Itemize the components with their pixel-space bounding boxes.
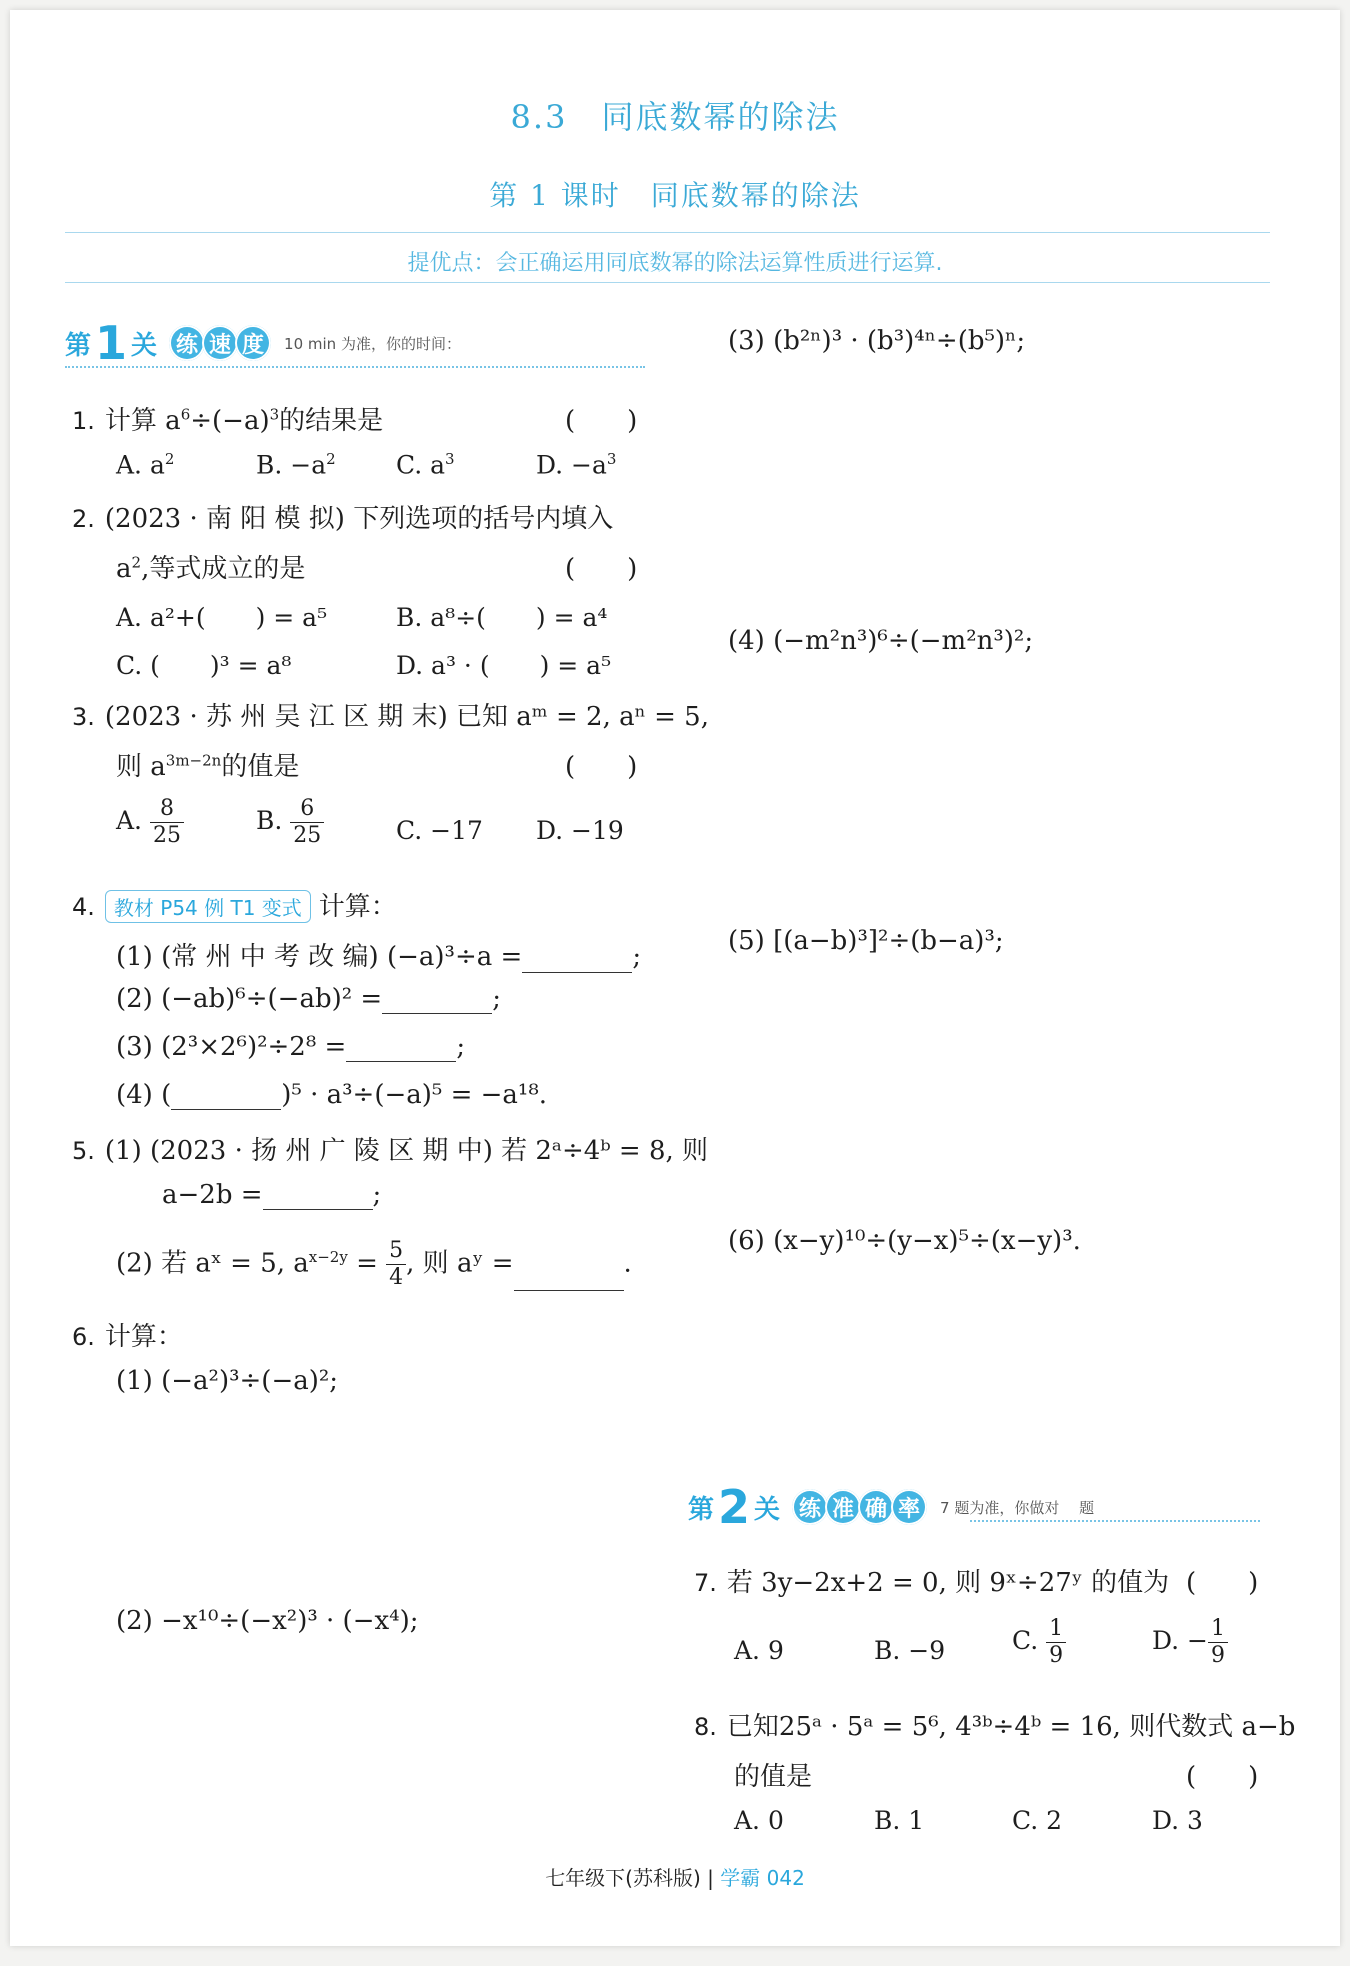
q6-part-2: (2) −x¹⁰÷(−x²)³ · (−x⁴); — [116, 1606, 419, 1636]
question-3: 3. (2023 · 苏 州 吴 江 区 期 末) 已知 aᵐ = 2, aⁿ = 5, — [72, 702, 709, 732]
question-2-line2: $a^2$,等式成立的是 — [116, 553, 306, 584]
page-number: 042 — [766, 1866, 805, 1890]
answer-blank[interactable] — [346, 1035, 456, 1062]
q7-option-b[interactable]: B. −9 — [874, 1636, 946, 1665]
section1-divider — [65, 366, 645, 368]
section2-divider — [970, 1520, 1260, 1522]
section1-char: 练 — [169, 325, 205, 361]
question-8-line2: 的值是 — [734, 1762, 813, 1792]
question-2: 2. (2023 · 南 阳 模 拟) 下列选项的括号内填入 — [72, 504, 614, 534]
section2-note: 7 题为准，你做对 题 — [940, 1498, 1095, 1517]
q7-option-d[interactable]: D. − $\frac{1}{9}$ — [1152, 1616, 1228, 1669]
answer-paren[interactable]: ( ) — [565, 752, 638, 782]
q6-part-4: (4) (−m²n³)⁶÷(−m²n³)²; — [728, 626, 1034, 656]
section2-char: 练 — [792, 1489, 828, 1525]
q6-part-6: (6) (x−y)¹⁰÷(y−x)⁵÷(x−y)³. — [728, 1226, 1081, 1256]
answer-blank[interactable] — [522, 946, 632, 973]
q4-part-3: (3) (2³×2⁶)²÷2⁸ = ; — [116, 1032, 466, 1062]
q1-option-a[interactable]: A. $a^2$ — [116, 450, 175, 480]
q2-option-b[interactable]: B. a⁸÷( ) = a⁴ — [396, 603, 608, 632]
q5-part-2: (2) 若 aˣ = 5, $a^{x-2y}$ = $\frac{5}{4}$ , 则 aʸ = . — [116, 1238, 632, 1290]
q6-part-5: (5) [(a−b)³]²÷(b−a)³; — [728, 926, 1004, 956]
textbook-tag: 教材 P54 例 T1 变式 — [105, 890, 311, 923]
q8-option-c[interactable]: C. 2 — [1012, 1806, 1063, 1835]
section1-note: 10 min 为准，你的时间： — [284, 334, 461, 353]
answer-paren[interactable]: ( ) — [565, 554, 638, 584]
answer-blank[interactable] — [263, 1183, 373, 1210]
page-footer — [10, 1862, 1340, 1891]
answer-blank[interactable] — [514, 1264, 624, 1291]
question-1: 1. 计算 $a^6\div(-a)^3$的结果是 — [72, 405, 384, 436]
bottom-rule — [65, 282, 1270, 283]
q1-option-b[interactable]: B. $-a^2$ — [256, 450, 336, 480]
q1-option-c[interactable]: C. $a^3$ — [396, 450, 455, 480]
q7-option-c[interactable]: C. $\frac{1}{9}$ — [1012, 1616, 1066, 1669]
question-7: 7. 若 3y−2x+2 = 0, 则 9ˣ÷27ʸ 的值为 — [694, 1568, 1170, 1598]
section1-di: 第 — [65, 330, 92, 361]
q6-part-3: (3) (b²ⁿ)³ · (b³)⁴ⁿ÷(b⁵)ⁿ; — [728, 326, 1026, 356]
worksheet-page — [10, 10, 1340, 1946]
q4-part-2: (2) (−ab)⁶÷(−ab)² = ; — [116, 984, 501, 1014]
q3-option-c[interactable]: C. −17 — [396, 816, 483, 845]
section2-char: 确 — [858, 1489, 894, 1525]
q1-option-d[interactable]: D. $-a^3$ — [536, 450, 617, 480]
answer-blank[interactable] — [382, 987, 492, 1014]
lesson-title: 第 1 课时 同底数幂的除法 — [489, 179, 861, 212]
section2-bubbles — [792, 1489, 924, 1525]
section1-char: 度 — [235, 325, 271, 361]
q8-option-b[interactable]: B. 1 — [874, 1806, 925, 1835]
footer-grade: 七年级下(苏科版) — [545, 1866, 701, 1890]
q8-option-d[interactable]: D. 3 — [1152, 1806, 1203, 1835]
answer-blank[interactable] — [171, 1083, 281, 1110]
q3-option-a[interactable]: A. $\frac{8}{25}$ — [116, 796, 184, 849]
top-rule — [65, 232, 1270, 233]
q7-option-a[interactable]: A. 9 — [734, 1636, 784, 1665]
q8-option-a[interactable]: A. 0 — [734, 1806, 784, 1835]
answer-paren[interactable]: ( ) — [565, 406, 638, 436]
tip-text: 提优点：会正确运用同底数幂的除法运算性质进行运算. — [407, 251, 943, 276]
q4-part-1: (1) (常 州 中 考 改 编) (−a)³÷a = ; — [116, 942, 642, 972]
section1-num: 1 — [95, 316, 128, 370]
question-6: 6. 计算： — [72, 1322, 183, 1352]
q2-option-d[interactable]: D. a³ · ( ) = a⁵ — [396, 651, 612, 680]
section1-bubbles — [169, 325, 268, 361]
question-8: 8. 已知25ᵃ · 5ᵃ = 5⁶, 4³ᵇ÷4ᵇ = 16, 则代数式 a−b — [694, 1712, 1296, 1742]
q2-option-c[interactable]: C. ( )³ = a⁸ — [116, 651, 292, 680]
q3-option-d[interactable]: D. −19 — [536, 816, 624, 845]
section1-header — [65, 316, 461, 370]
section2-char: 率 — [891, 1489, 927, 1525]
q6-part-1: (1) (−a²)³÷(−a)²; — [116, 1366, 339, 1396]
section1-guan: 关 — [131, 330, 158, 361]
q5-part-1: a−2b = ; — [162, 1180, 382, 1210]
section-title: 8.3 同底数幂的除法 — [510, 98, 840, 136]
question-5: 5. (1) (2023 · 扬 州 广 陵 区 期 中) 若 2ᵃ÷4ᵇ = 8, 则 — [72, 1136, 709, 1166]
section2-char: 准 — [825, 1489, 861, 1525]
section1-char: 速 — [202, 325, 238, 361]
q2-option-a[interactable]: A. a²+( ) = a⁵ — [116, 603, 328, 632]
footer-brand: 学霸 — [720, 1866, 761, 1890]
section2-header: 第 2 关 练 准 确 率 7 题为准，你做对 题 — [688, 1480, 1095, 1534]
question-4: 4. 教材 P54 例 T1 变式 计算： — [72, 892, 397, 922]
answer-paren[interactable]: ( ) — [1186, 1568, 1259, 1598]
footer-sep: | — [707, 1866, 714, 1890]
question-3-line2: 则 $a^{3m-2n}$的值是 — [116, 751, 300, 782]
q4-part-4: (4) ( )⁵ · a³÷(−a)⁵ = −a¹⁸. — [116, 1080, 548, 1110]
answer-paren[interactable]: ( ) — [1186, 1762, 1259, 1792]
q3-option-b[interactable]: B. $\frac{6}{25}$ — [256, 796, 324, 849]
